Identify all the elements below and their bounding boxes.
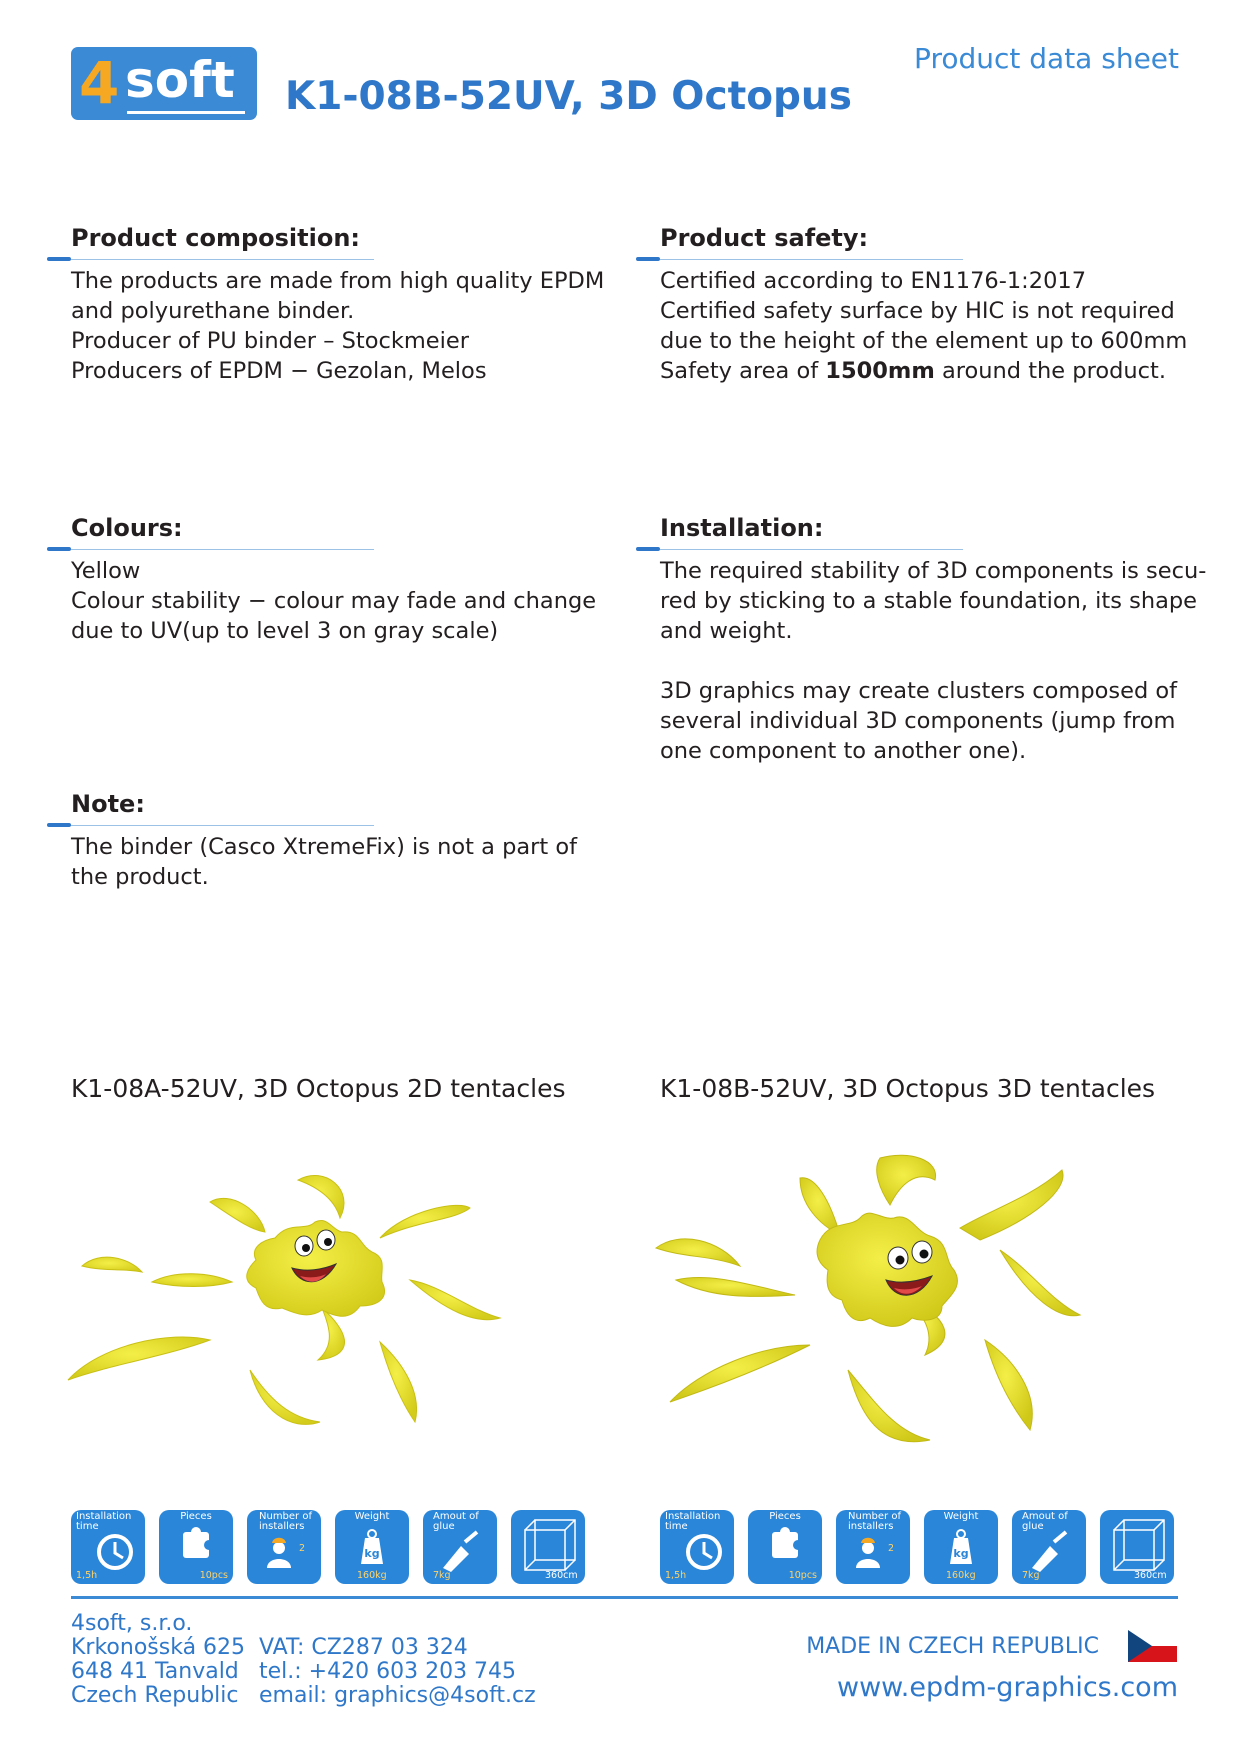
tentacle-shape	[848, 1370, 930, 1442]
tentacle-shape	[676, 1278, 795, 1297]
safety-line: Certified according to EN1176-1:2017	[660, 268, 1087, 294]
phone-text[interactable]: tel.: +420 603 203 745	[259, 1659, 517, 1684]
installation-line: 3D graphics may create clusters composed of	[660, 678, 1178, 704]
pieces-card	[748, 1510, 822, 1584]
tentacle-shape	[82, 1257, 142, 1272]
czech-flag-icon	[1128, 1630, 1177, 1662]
composition-line: Producers of EPDM − Gezolan, Melos	[71, 358, 487, 384]
page-title: K1-08B-52UV, 3D Octopus	[285, 74, 852, 119]
pieces-card	[159, 1510, 233, 1584]
colours-line: Yellow	[71, 558, 141, 584]
variant-a-caption: K1-08A-52UV, 3D Octopus 2D tentacles	[71, 1074, 566, 1103]
spec-value: 2	[888, 1543, 895, 1554]
footer-contacts	[259, 1636, 536, 1708]
tentacle-shape	[380, 1205, 470, 1238]
vat-text: VAT: CZ287 03 324	[259, 1635, 468, 1660]
company-logo	[71, 47, 257, 120]
spec-value: 7kg	[433, 1570, 451, 1581]
footer-company	[71, 1612, 245, 1708]
spec-value: 160kg	[946, 1570, 976, 1581]
installers-card	[836, 1510, 910, 1584]
tentacle-shape	[1000, 1250, 1080, 1316]
tentacle-shape	[800, 1178, 840, 1235]
spec-icons-b	[660, 1510, 1180, 1590]
spec-value: 1,5h	[76, 1570, 98, 1581]
svg-text:kg: kg	[364, 1547, 380, 1560]
company-line: 4soft, s.r.o.	[71, 1611, 193, 1636]
glue-card	[423, 1510, 497, 1584]
tentacle-shape	[670, 1345, 810, 1402]
safety-area-line	[660, 356, 1187, 386]
tentacle-shape	[68, 1337, 210, 1380]
safety-tick	[636, 257, 660, 261]
note-heading: Note:	[71, 790, 145, 818]
weight-card	[335, 1510, 409, 1584]
tentacle-shape	[250, 1370, 320, 1424]
octopus-body	[247, 1221, 385, 1317]
svg-text:kg: kg	[953, 1547, 969, 1560]
logo-four: 4	[79, 49, 118, 117]
tentacle-shape	[410, 1280, 500, 1320]
spec-label: Weight	[354, 1511, 390, 1522]
spec-label: Amout of glue	[1022, 1511, 1068, 1532]
composition-rule	[71, 259, 374, 260]
installers-icon	[247, 1510, 321, 1584]
colours-line: due to UV(up to level 3 on gray scale)	[71, 618, 499, 644]
spec-icons-a	[71, 1510, 591, 1590]
safety-line: Certified safety surface by HIC is not required	[660, 298, 1175, 324]
tentacle-shape	[210, 1198, 265, 1232]
logo-soft: soft	[125, 51, 235, 109]
installation-line: and weight.	[660, 618, 793, 644]
dimensions-card	[511, 1510, 585, 1584]
tentacle-shape	[298, 1175, 344, 1218]
installation-line: several individual 3D components (jump from	[660, 708, 1176, 734]
tentacle-shape	[656, 1239, 740, 1266]
safety-text	[660, 266, 1187, 386]
tentacle-shape	[380, 1342, 417, 1422]
spec-label: Pieces	[180, 1511, 212, 1522]
spec-label: Installation time	[665, 1511, 721, 1532]
document-type: Product data sheet	[914, 42, 1179, 75]
spec-value: 10pcs	[788, 1570, 817, 1581]
installation-rule	[660, 549, 963, 550]
spec-value: 160kg	[357, 1570, 387, 1581]
note-line: the product.	[71, 864, 209, 890]
composition-line: Producer of PU binder – Stockmeier	[71, 328, 469, 354]
installation-line: one component to another one).	[660, 738, 1027, 764]
safety-heading: Product safety:	[660, 224, 869, 252]
octopus-body	[817, 1213, 957, 1326]
spec-label: Number of installers	[259, 1511, 312, 1532]
safety-rule	[660, 259, 963, 260]
installation-time-card	[71, 1510, 145, 1584]
composition-heading: Product composition:	[71, 224, 361, 252]
colours-tick	[47, 547, 71, 551]
logo-underline	[127, 111, 245, 114]
spec-label: Number of installers	[848, 1511, 901, 1532]
spec-label: Pieces	[769, 1511, 801, 1522]
footer-divider	[71, 1596, 1178, 1599]
installation-line: red by sticking to a stable foundation, its shape	[660, 588, 1197, 614]
safety-line: due to the height of the element up to 600mm	[660, 328, 1188, 354]
tentacle-shape	[960, 1170, 1063, 1240]
installation-line: The required stability of 3D components is secu-	[660, 558, 1207, 584]
spec-label: Amout of glue	[433, 1511, 479, 1532]
dimensions-card	[1100, 1510, 1174, 1584]
company-line: Czech Republic	[71, 1683, 239, 1708]
octopus-2d-image	[60, 1160, 580, 1460]
installers-card	[247, 1510, 321, 1584]
tentacle-shape	[985, 1340, 1032, 1430]
tentacle-shape	[152, 1274, 232, 1287]
website-link[interactable]: www.epdm-graphics.com	[837, 1672, 1178, 1703]
spec-value: 10pcs	[199, 1570, 228, 1581]
spec-value: 360cm	[1134, 1570, 1167, 1581]
spec-value: 1,5h	[665, 1570, 687, 1581]
company-line: 648 41 Tanvald	[71, 1659, 239, 1684]
company-line: Krkonošská 625	[71, 1635, 246, 1660]
safety-area-value: 1500mm	[825, 358, 935, 384]
safety-area-suffix: around the product.	[934, 358, 1166, 384]
composition-line: and polyurethane binder.	[71, 298, 355, 324]
colours-rule	[71, 549, 374, 550]
note-text	[71, 832, 577, 892]
installation-heading: Installation:	[660, 514, 824, 542]
installation-tick	[636, 547, 660, 551]
safety-area-prefix: Safety area of	[660, 358, 826, 384]
variant-b-caption: K1-08B-52UV, 3D Octopus 3D tentacles	[660, 1074, 1156, 1103]
note-rule	[71, 825, 374, 826]
email-link[interactable]: email: graphics@4soft.cz	[259, 1683, 536, 1708]
note-line: The binder (Casco XtremeFix) is not a part of	[71, 834, 578, 860]
weight-card	[924, 1510, 998, 1584]
composition-line: The products are made from high quality EPDM	[71, 268, 605, 294]
composition-tick	[47, 257, 71, 261]
spec-value: 360cm	[545, 1570, 578, 1581]
note-tick	[47, 823, 71, 827]
installation-text	[660, 556, 1206, 766]
made-in-label: MADE IN CZECH REPUBLIC	[806, 1634, 1099, 1659]
spec-value: 2	[299, 1543, 306, 1554]
installation-time-card	[660, 1510, 734, 1584]
octopus-3d-image	[650, 1140, 1180, 1470]
installers-icon	[836, 1510, 910, 1584]
colours-heading: Colours:	[71, 514, 183, 542]
spec-label: Weight	[943, 1511, 979, 1522]
spec-value: 7kg	[1022, 1570, 1040, 1581]
spec-label: Installation time	[76, 1511, 132, 1532]
tentacle-shape	[877, 1155, 936, 1205]
glue-card	[1012, 1510, 1086, 1584]
colours-text	[71, 556, 596, 646]
paragraph-gap	[660, 646, 1206, 676]
composition-text	[71, 266, 604, 386]
colours-line: Colour stability − colour may fade and change	[71, 588, 597, 614]
